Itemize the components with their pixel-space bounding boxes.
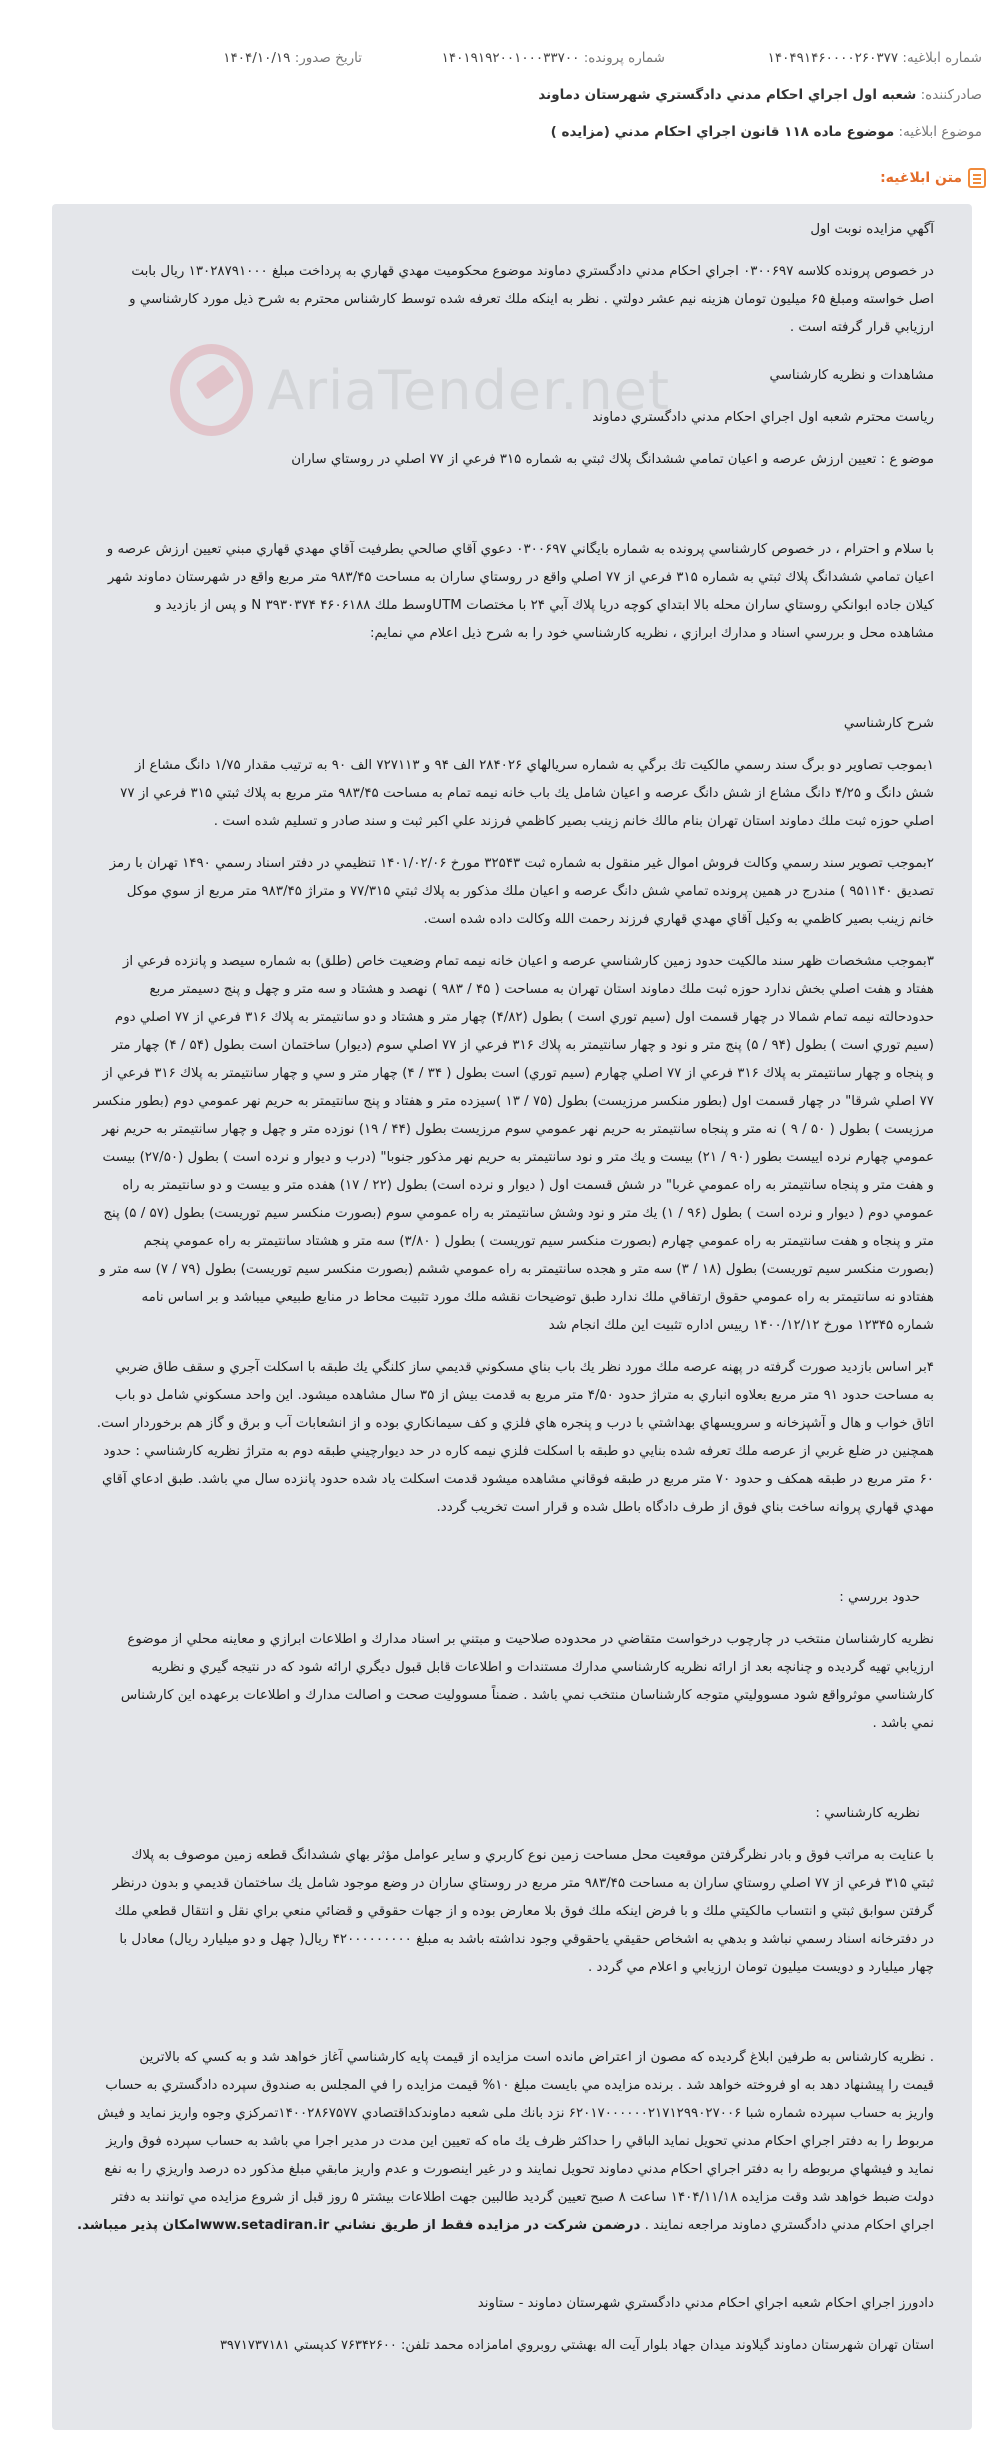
issuer: [538, 87, 982, 103]
paragraph-line: (بصورت منكسر سيم توريست) بطول (۱۸ / ۳) سه متر و هجده سانتيمتر به راه عمومي ششم (بصورت منكسر سيم توريست) بطول (۷۹ / ۷) سه متر و: [99, 1262, 934, 1277]
paragraph-line: ۶۰ متر مربع در طبقه همكف و حدود ۷۰ متر مربع در طبقه فوقاني مشاهده ميشود قدمت اسكلت ياد شده حدود پانزده سال مي باشد. طبق ادعاي آقاي: [101, 1472, 934, 1487]
instruction-text: اجراي احكام مدني دادگستري دماوند مراجعه نمايند .: [640, 2218, 934, 2233]
paragraph-line: . نظريه كارشناس به طرفين ابلاغ گرديده كه مصون از اعتراض مانده است مزايده از قيمت پايه كارشناسي آغاز خواهد شد و به كسي كه بالاترين: [139, 2050, 934, 2065]
notice-number: [768, 50, 982, 66]
case-number: [442, 50, 665, 66]
notice-subject: [551, 124, 982, 140]
paragraph-line: با سلام و احترام ، در خصوص كارشناسي پرونده به شماره بايگاني ۰۳۰۰۶۹۷ دعوي آقاي صالحي بطرفيت آقاي مهدي قهاري مبني تعيين ارزش عرصه و: [106, 542, 934, 557]
contact-address: استان تهران شهرستان دماوند گيلاوند ميدان جهاد بلوار آيت اله بهشتي روبروي امامزاده محمد تلفن: ۷۶۳۴۲۶۰۰ كدپستي ۳۹۷۱۷۳۷۱۸۱: [219, 2338, 934, 2353]
auction-heading: آگهي مزايده نوبت اول: [810, 222, 934, 237]
paragraph-line: ۴بر اساس بازديد صورت گرفته در پهنه عرصه ملك مورد نظر يك باب بناي مسكوني قديمي ساز كلنگي يك طبقه با اسكلت آجري و سقف طاق ضربي: [115, 1360, 934, 1375]
content-title-label: متن ابلاغیه:: [880, 170, 962, 186]
website-notice: درضمن شركت در مزايده فقط از طريق نشاني www.setadiran.irامكان پذير ميباشد.: [77, 2218, 641, 2233]
paragraph-line: همچنين در ضلع غربي از عرصه ملك تعرفه شده بنايي دو طبقه با اسكلت فلزي نيمه كاره در حد ديوارچيني طبقه دوم به متراژ نظريه كارشناسي : حدود: [103, 1444, 934, 1459]
section-heading: شرح كارشناسي: [843, 716, 934, 731]
paragraph-line: مرزيست ) بطول ( ۵۰ / ۹ ) نه متر و پنجاه سانتيمتر به حريم نهر عمومي سوم مرزيست بطول (۴۴ / ۱۹) نوزده متر و چهل و چهار سانتيمتر به حريم نهر: [102, 1122, 934, 1137]
paragraph-line: كيلان جاده ابوانكي روستاي ساران محله بالا ابتداي كوچه دريا پلاك آبي ۲۴ با مختصات UTMوسط ملك ۴۶۰۶۱۸۸ ۳۹۳۰۳۷۴ N و پس از بازديد و: [154, 598, 934, 613]
paragraph-line: متر و پنجاه و هفت سانتيمتر به راه عمومي چهارم (بصورت منكسر سيم توريست ) بطول ( ۳/۸۰) سه متر و هشتاد سانتيمتر به راه عمومي پنجم: [143, 1234, 934, 1249]
paragraph-line: مربوط را به دفتر اجراي احكام مدني تحويل نمايد الباقي را حداكثر ظرف يك ماه كه تعيين اين مدت در مدير اجرا مي باشد به حساب سپرده فوق واريز: [106, 2134, 934, 2149]
section-heading: مشاهدات و نظريه كارشناسي: [769, 368, 934, 383]
paragraph-line: مشاهده محل و بررسي اسناد و مدارك ابرازي ، نظريه كارشناسي خود را به شرح ذيل اعلام مي نمايم:: [369, 626, 934, 641]
case-number-label: شماره پرونده:: [583, 50, 665, 66]
paragraph-line: مهدي قهاري پروانه ساخت بناي فوق از طرف دادگاه باطل شده و قرار است تخريب گردد.: [436, 1500, 934, 1515]
paragraph-line: ۳بموجب مشخصات ظهر سند مالكيت حدود زمين كارشناسي عرصه و اعيان خانه نيمه تمام وضعيت خاص (طلق) به شماره سيصد و پانزده فرعي از: [122, 954, 934, 969]
paragraph-line: ۷۷ اصلي شرقا" در چهار قسمت اول (بطور منكسر مرزيست) بطول (۷۵ / ۱۳ )سيزده متر و هفتاد و پنج سانتيمتر به حريم نهر عمومي دوم (بطور منكسر: [93, 1094, 934, 1109]
paragraph-line: قيمت را پيشنهاد دهد به او فروخته خواهد شد . برنده مزايده مي بايست مبلغ ۱۰% قيمت مزايده را في المجلس به صندوق سپرده دادگستري به حساب: [105, 2078, 934, 2093]
paragraph-line: هفتادو نه سانتيمتر به راه عمومي حقوق ارتفاقي ملك ندارد طبق توضيحات نقشه ملك مورد تثبيت محاط در منابع طبيعي ميباشد و بر اساس نامه: [141, 1290, 934, 1305]
section-heading: حدود بررسي :: [839, 1590, 920, 1605]
paragraph-line: نمايد و فيشهاي مربوطه را به دفتر اجراي احكام مدني دماوند تحويل نمايند و در غير اينصورت و عدم واريز مابقي مبلغ مذكور ده درصد واريزي را به نفع: [104, 2162, 934, 2177]
paragraph-line: واريز به حساب سپرده شماره شبا ۶۲۰۱۷۰۰۰۰۰۰۲۱۷۱۲۹۹۰۲۷۰۰۶ نزد بانك ملی شعبه دماوندكداقتصادي ۱۴۰۰۲۸۶۷۵۷۷تمركزي وجوه واريز نمايد و فيش: [97, 2106, 934, 2121]
paragraph-line: و پنجاه و چهار سانتيمتر به پلاك ۳۱۶ فرعي از ۷۷ اصلي چهارم (سيم توري) است بطول ( ۳۴ / ۴) چهار متر و سي و چهار سانتيمتر به پلاك ۳۱۶ فرعي از: [102, 1066, 934, 1081]
paragraph-line: نظريه كارشناسان منتخب در چارچوب درخواست متقاضي در محدوده صلاحيت و مبتني بر اسناد مدارك و اطلاعات ابرازي و معاينه محلي از موضوع: [127, 1632, 934, 1647]
issue-date-label: تاریخ صدور:: [294, 50, 362, 66]
paragraph-line: شماره ۱۲۳۴۵ مورخ ۱۴۰۰/۱۲/۱۲ رييس اداره تثبيت اين ملك انجام شد: [548, 1318, 934, 1333]
paragraph-line: [44, 2212, 934, 2240]
paragraph-line: عمومي چهارم نرده اييست بطور (۹۰ / ۲۱) بيست و يك متر و نود سانتيمتر به حريم نهر مذكور جنوبا" (درب و ديوار و نرده است ) بطول (۲۷/۵۰) بيست: [102, 1150, 934, 1165]
subject-line: موضو ع : تعيين ارزش عرصه و اعيان تمامي ششدانگ پلاك ثبتي به شماره ۳۱۵ فرعي از ۷۷ اصلي در روستاي ساران: [291, 452, 934, 467]
paragraph-line: در خصوص پرونده كلاسه ۰۳۰۰۶۹۷ اجراي احكام مدني دادگستري دماوند موضوع محكوميت مهدي قهاري به پرداخت مبلغ ۱۳۰۲۸۷۹۱۰۰۰ ريال بابت: [131, 264, 934, 279]
notice-header: [0, 0, 1000, 200]
paragraph-line: شش دانگ و ۴/۲۵ دانگ مشاع از شش دانگ عرصه و اعيان شامل يك باب خانه نيمه تمام به مساحت ۹۸۳/۴۵ متر مربع به پلاك ثبتي ۳۱۵ فرعي از ۷۷: [120, 786, 934, 801]
paragraph-line: تصديق ۹۵۱۱۴۰ ) مندرج در همين پرونده تمامي شش دانگ عرصه و اعيان ملك مذكور به پلاك ثبتي ۷۷/۳۱۵ و متراژ ۹۸۳/۴۵ متر مربع از سوي موكل: [126, 884, 934, 899]
addressee: رياست محترم شعبه اول اجراي احكام مدني دادگستري دماوند: [592, 410, 934, 425]
paragraph-line: چهار ميليارد و دويست ميليون تومان ارزيابي و اعلام مي گردد .: [588, 1960, 934, 1975]
content-title: [880, 168, 986, 188]
subject-label: موضوع ابلاغیه:: [898, 124, 982, 140]
paragraph-line: (سيم توري است ) بطول (۹۴ / ۵) پنج متر و نود و چهار سانتيمتر به پلاك ۳۱۶ فرعي از ۷۷ اصلي سوم (ديوار) ساختمان است بطول (۵۴ / ۴) چهار متر: [111, 1038, 934, 1053]
notice-number-value: ۱۴۰۴۹۱۴۶۰۰۰۰۲۶۰۳۷۷: [767, 50, 899, 66]
paragraph-line: حدودحالته نيمه تمام شمالا در چهار قسمت اول (سيم توري است ) بطول (۴/۸۲) چهار متر و هشتاد و دو سانتيمتر به پلاك ۳۱۶ فرعي از ۷۷ اصلي دوم: [114, 1010, 934, 1025]
paragraph-line: ارزيابي قرار گرفته است .: [789, 320, 934, 335]
paragraph-line: ۱بموجب تصاوير دو برگ سند رسمي مالكيت تك برگي به شماره سريالهاي ۲۸۴۰۲۶ الف ۹۴ و ۷۲۷۱۱۳ الف ۹۰ به ترتيب مقدار ۱/۷۵ دانگ مشاع از: [135, 758, 934, 773]
paragraph-line: نمي باشد .: [872, 1716, 934, 1731]
paragraph-line: به مساحت حدود ۹۱ متر مربع بعلاوه انباري به متراژ حدود ۴/۵۰ متر مربع به قدمت بيش از ۳۵ سال مشاهده ميشود. اين واحد مسكوني شامل دو باب: [115, 1388, 934, 1403]
subject-value: موضوع ماده ۱۱۸ قانون اجراي احكام مدني (مزايده ): [550, 124, 895, 140]
case-number-value: ۱۴۰۱۹۱۹۲۰۰۱۰۰۰۳۳۷۰۰: [441, 50, 580, 66]
paragraph-line: در دفترخانه اسناد رسمي نباشد و بدهي به اشخاص حقيقي ياحقوقي وجود نداشته باشد به مبلغ ۴۲۰۰۰۰۰۰۰۰۰ ريال( چهل و دو ميليارد ريال) معادل با: [119, 1932, 934, 1947]
document-icon: [968, 168, 986, 188]
paragraph-line: دولت ضبط خواهد شد وقت مزايده ۱۴۰۴/۱۱/۱۸ ساعت ۸ صبح تعيين گرديد طالبين جهت اطلاعات بيشتر ۵ روز قبل از شروع مزايده مي توانند به دفتر: [111, 2190, 934, 2205]
paragraph-line: عمومي دوم ( ديوار و نرده است ) بطول (۹۶ / ۱) يك متر و نود وشش سانتيمتر به راه عمومي سوم (بصورت منكسر سيم توريست) بطول (۵۷ / ۵) پنج: [103, 1206, 934, 1221]
issuer-value: شعبه اول اجراي احكام مدني دادگستري شهرستان دماوند: [538, 87, 917, 103]
signature-line: دادورز اجراي احكام شعبه اجراي احكام مدني دادگستري شهرستان دماوند - ستاوند: [477, 2296, 934, 2311]
issue-date: [223, 50, 362, 66]
paragraph-line: خانم زينب بصير كاظمي به وكيل آقاي مهدي قهاري فرزند رحمت الله وكالت داده شده است.: [423, 912, 934, 927]
paragraph-line: اصل خواسته ومبلغ ۶۵ ميليون تومان هزينه نيم عشر دولتي . نظر به اينكه ملك تعرفه شده توسط كارشناس محترم به شرح ذيل مورد كارشناسي و: [129, 292, 934, 307]
paragraph-line: ۲بموجب تصوير سند رسمي وكالت فروش اموال غير منقول به شماره ثبت ۳۲۵۴۳ مورخ ۱۴۰۱/۰۲/۰۶ تنظيمي در دفتر اسناد رسمي ۱۴۹۰ تهران با رمز: [109, 856, 934, 871]
watermark-text: AriaTender.net: [266, 358, 670, 422]
paragraph-line: با عنايت به مراتب فوق و بادر نظرگرفتن موقعيت محل مساحت زمين نوع كاربري و ساير عوامل مؤثر بهاي ششدانگ قطعه زمين موصوف به پلاك: [131, 1848, 934, 1863]
paragraph-line: ثبتي ۳۱۵ فرعي از ۷۷ اصلي روستاي ساران به مساحت ۹۸۳/۴۵ متر مربع در روستاي ساران در وضع موجود شامل يك ساختمان قديمي و بدون درنظر: [112, 1876, 934, 1891]
paragraph-line: ارزيابي تهيه گرديده و چنانچه بعد از ارائه نظريه كارشناسي مدارك مستندات و اطلاعات قابل قبول ديگري ارائه شود كه در نتيجه گيري و نظريه: [151, 1660, 934, 1675]
paragraph-line: اعيان تمامي ششدانگ پلاك ثبتي به شماره ۳۱۵ فرعي از ۷۷ اصلي واقع در روستاي ساران به مساحت ۹۸۳/۴۵ متر مربع واقع در شهرستان دماوند شهر: [107, 570, 934, 585]
notice-number-label: شماره ابلاغیه:: [902, 50, 982, 66]
paragraph-line: اتاق خواب و هال و آشپزخانه و سرويسهاي بهداشتي با درب و پنجره هاي فلزي و كف سيمانكاري بوده و از انشعابات آب و برق و گاز هم برخوردار است.: [96, 1416, 934, 1431]
paragraph-line: و هفت متر و پنجاه سانتيمتر به راه عمومي غربا" در شش قسمت اول ( ديوار و نرده است) بطول (۲۲ / ۱۷) هفده متر و بيست و دو سانتيمتر به راه: [122, 1178, 934, 1193]
issue-date-value: ۱۴۰۴/۱۰/۱۹: [223, 50, 291, 66]
issuer-label: صادرکننده:: [920, 87, 982, 103]
paragraph-line: كارشناسي موثرواقع شود مسووليتي متوجه كارشناسان منتخب نمي باشد . ضمناً مسووليت صحت و اصالت مدارك و اطلاعات برعهده اين كارشناس: [120, 1688, 934, 1703]
paragraph-line: گرفتن سوابق ثبتي و انتساب مالكيتي ملك و با فرض اينكه ملك فوق بلا معارض بوده و از جهات حقوقي و قضائي منعي براي نقل و انتقال قطعي ملك: [114, 1904, 934, 1919]
section-heading: نظريه كارشناسي :: [815, 1806, 920, 1821]
paragraph-line: هفتاد و هفت اصلي بخش ندارد حوزه ثبت ملك دماوند استان تهران به مساحت ( ۴۵ / ۹۸۳ ) نهصد و هشتاد و سه متر و چهل و پنج دسيمتر مربع: [149, 982, 934, 997]
paragraph-line: اصلي حوزه ثبت ملك دماوند استان تهران بنام مالك خانم زينب بصير كاظمي فرزند علي اكبر ثبت و سند صادر و تسليم شده است .: [213, 814, 934, 829]
